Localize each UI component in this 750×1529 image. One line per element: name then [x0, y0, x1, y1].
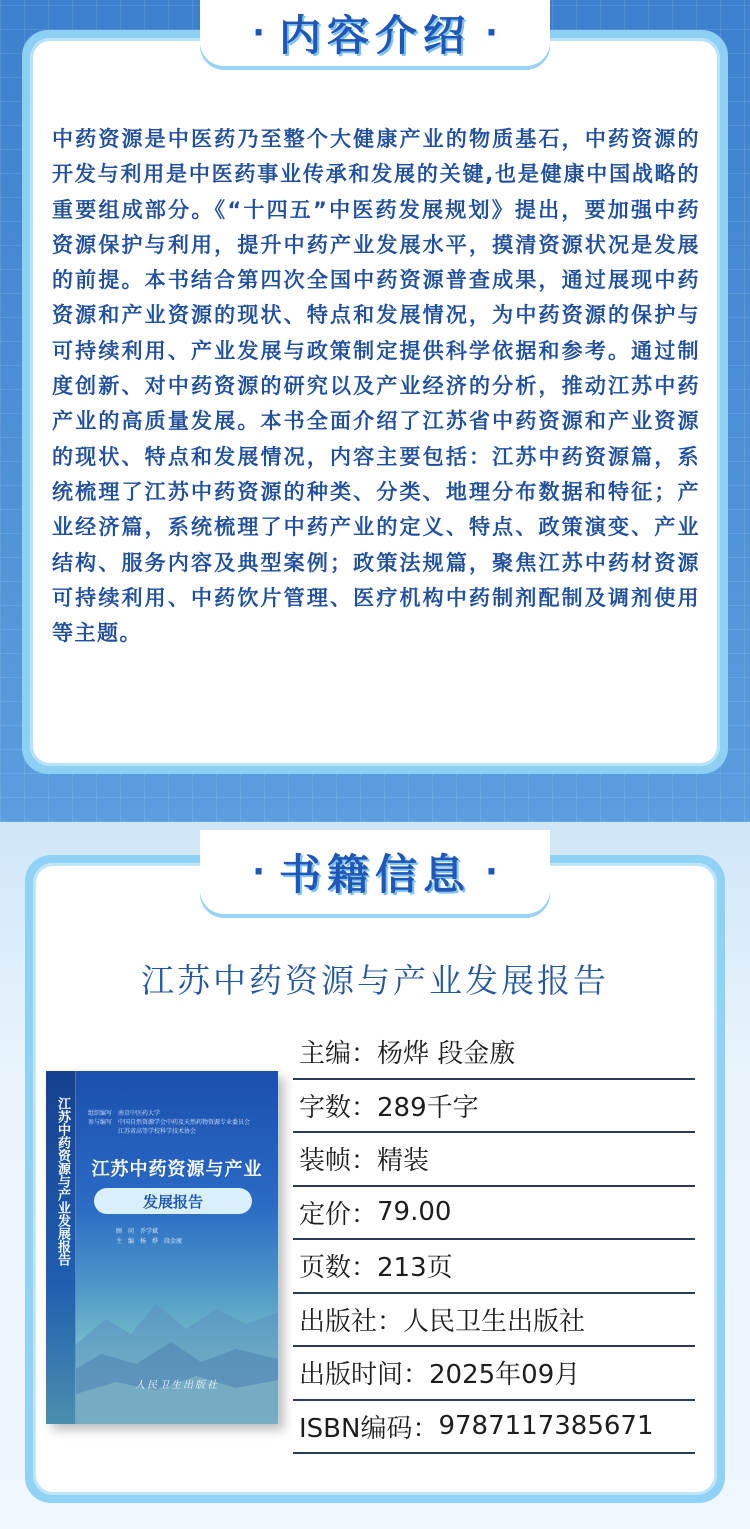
cover-mountains-illustration	[76, 1224, 278, 1424]
info-label: 字数：	[299, 1092, 378, 1123]
info-value: 2025年09月	[429, 1360, 581, 1391]
info-value: 213页	[377, 1253, 453, 1284]
info-value: 289千字	[377, 1092, 479, 1123]
info-value: 精装	[377, 1146, 430, 1177]
info-label: 页数：	[299, 1253, 378, 1284]
cover-publisher: 人民卫生出版社	[135, 1380, 219, 1391]
intro-paragraph: 中药资源是中医药乃至整个大健康产业的物质基石，中药资源的开发与利用是中医药事业传承和发展的关键,也是健康中国战略的重要组成部分。《“十四五”中医药发展规划》提出，要加强中药资源保护与利用，提升中药产业发展水平，摸清资源状况是发展的前提。本书结合第四次全国中药资源普查成果，通过展现中药资源和产业资源的现状、特点和发展情况，为中药资源的保护与可持续利用、产业发展与政策制定提供科学依据和参考。通过制度创新、对中药资源的研究以及产业经济的分析，推动江苏中药产业的高质量发展。本书全面介绍了江苏省中药资源和产业资源的现状、特点和发展情况，内容主要包括：江苏中药资源篇，系统梳理了江苏中药资源的种类、分类、地理分布数据和特征；产业经济篇，系统梳理了中药产业的定义、特点、政策演变、产业结构、服务内容及典型案例；政策法规篇，聚焦江苏中药材资源可持续利用、中药饮片管理、医疗机构中药制剂配制及调剂使用等主题。	[52, 127, 700, 646]
info-row-isbn	[293, 1401, 695, 1455]
info-row-editor	[293, 1026, 695, 1080]
cover-org-line: 组织编写 南京中医药大学	[88, 1110, 161, 1117]
info-label: 主编：	[299, 1039, 378, 1070]
cover-org-line: 江苏省高等学校科学技术协会	[88, 1128, 197, 1135]
book-info-list	[293, 1026, 695, 1454]
info-label: 出版时间：	[299, 1360, 430, 1391]
cover-spine-title: 江苏中药资源与产业发展报告	[55, 1097, 70, 1266]
info-value: 9787117385671	[438, 1411, 654, 1442]
info-row-binding	[293, 1133, 695, 1187]
info-row-publish-date	[293, 1347, 695, 1401]
cover-main-title: 江苏中药资源与产业	[91, 1159, 263, 1180]
title-dot-left: ·	[252, 852, 265, 892]
title-dot-right: ·	[485, 13, 498, 53]
book-info-title-tab	[200, 830, 550, 914]
info-row-word-count	[293, 1080, 695, 1134]
book-cover-image	[46, 1071, 278, 1424]
title-dot-right: ·	[485, 852, 498, 892]
cover-sub-title: 发展报告	[94, 1188, 252, 1214]
info-label: 出版社：	[299, 1306, 404, 1337]
info-row-pages	[293, 1240, 695, 1294]
info-row-publisher	[293, 1294, 695, 1348]
book-title: 江苏中药资源与产业发展报告	[141, 961, 609, 1000]
info-label: 定价：	[299, 1199, 378, 1230]
intro-title: 内容介绍	[278, 11, 471, 60]
book-info-title: 书籍信息	[278, 850, 471, 899]
cover-org-line: 参与编写 中国自然资源学会中药及天然药物资源专业委员会	[88, 1119, 251, 1126]
cover-credit-line: 主 编 杨 烨 段金廒	[116, 1238, 183, 1245]
info-label: ISBN编码：	[299, 1413, 439, 1444]
info-row-price	[293, 1187, 695, 1241]
cover-credit-line: 顾 问 乔学斌	[116, 1228, 159, 1235]
cover-organizers	[88, 1109, 272, 1136]
cover-spine	[46, 1071, 76, 1424]
info-value: 人民卫生出版社	[403, 1306, 586, 1337]
info-label: 装帧：	[299, 1146, 378, 1177]
intro-title-tab	[200, 0, 550, 66]
title-dot-left: ·	[252, 13, 265, 53]
info-value: 79.00	[377, 1197, 452, 1228]
info-value: 杨烨 段金廒	[377, 1039, 516, 1070]
